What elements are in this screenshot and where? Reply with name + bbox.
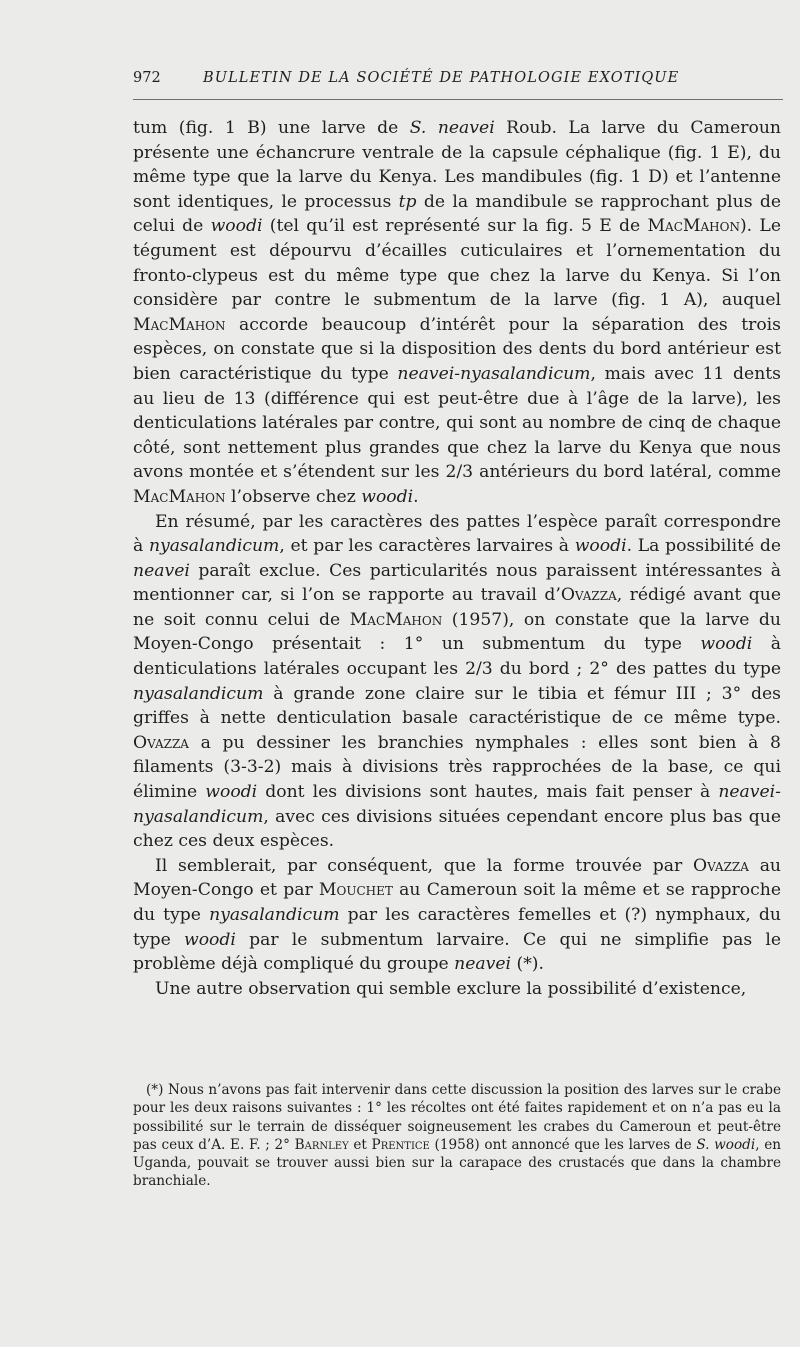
paragraph: Il semblerait, par conséquent, que la forme trouvée par Ovazza au Moyen-Congo et par Mouchet au Cameroun soit la même et se rapproche du type nyasalandicum par les caractères femelles et (?) nymphaux, du type woodi par le submentum larvaire. Ce qui ne simplifie pas le problème déjà compliqué du groupe neavei (*).	[133, 855, 782, 975]
author-name: MacMahon	[647, 216, 740, 237]
footnote-text: (*) Nous n’avons pas fait intervenir dans cette discussion la position des larves sur le crabe pour les deux raisons suivantes : 1° les récoltes ont été faites rapidement et on n’a pas eu la possibilité sur le terrain de disséquer soigneusement les crabes du Cameroun et peut-être pas ceux d’A. E. F. ; 2° Barnley et Prentice (1958) ont annoncé que les larves de S. woodi, en Uganda, pouvait se trouver aussi bien sur la carapace des crustacés que dans la chambre branchiale.	[133, 1082, 781, 1190]
author-name: Mouchet	[318, 880, 393, 901]
author-name: Barnley	[294, 1136, 349, 1153]
author-name: MacMahon	[349, 609, 443, 630]
author-name: Prentice	[371, 1136, 430, 1153]
paragraph: tum (fig. 1 B) une larve de S. neavei Roub. La larve du Cameroun présente une échancrure ventrale de la capsule céphalique (fig. 1 E), du même type que la larve du Kenya. Les mandibules (fig. 1 D) et l’antenne sont identiques, le processus tp de la mandibule se rapprochant plus de celui de woodi (tel qu’il est représenté sur la fig. 5 E de MacMahon). Le tégument est dépourvu d’écailles cuticulaires et l’ornementation du fronto-clypeus est du même type que chez la larve du Kenya. Si l’on considère par contre le submentum de la larve (fig. 1 A), auquel MacMahon accorde beaucoup d’intérêt pour la séparation des trois espèces, on constate que si la disposition des dents du bord antérieur est bien caractéristique du type neavei-nyasalandicum, mais avec 11 dents au lieu de 13 (différence qui est peut-être due à l’âge de la larve), les denticulations latérales par contre, qui sont au nombre de cinq de chaque côté, sont nettement plus grandes que chez la larve du Kenya que nous avons montée et s’étendent sur les 2/3 antérieurs du bord latéral, comme MacMahon l’observe chez woodi.	[133, 118, 781, 507]
header-rule	[133, 99, 783, 100]
italic-term: nyasalandicum	[133, 683, 264, 704]
italic-term: S. neavei	[409, 118, 495, 138]
italic-term: neavei-nyasalandicum	[133, 782, 781, 827]
italic-term: nyasalandicum	[209, 905, 340, 925]
page-header	[133, 70, 783, 94]
author-name: Ovazza	[560, 585, 617, 606]
footnote	[133, 1081, 781, 1191]
italic-term: woodi	[183, 929, 236, 950]
paragraph: En résumé, par les caractères des pattes l’espèce paraît correspondre à nyasalandicum, et par les caractères larvaires à woodi. La possibilité de neavei paraît exclue. Ces particularités nous paraissent intéressantes à mentionner car, si l’on se rapporte au travail d’Ovazza, rédigé avant que ne soit connu celui de MacMahon (1957), on constate que la larve du Moyen-Congo présentait : 1° un submentum du type woodi à denticulations latérales occupant les 2/3 du bord ; 2° des pattes du type nyasalandicum à grande zone claire sur le tibia et fémur III ; 3° des griffes à nette denticulation basale caractéristique de ce même type. Ovazza a pu dessiner les branchies nymphales : elles sont bien à 8 filaments (3-3-2) mais à divisions très rapprochées de la base, ce qui élimine woodi dont les divisions sont hautes, mais fait penser à neavei-nyasalandicum, avec ces divisions situées cependant encore plus bas que chez ces deux espèces.	[133, 511, 782, 852]
italic-term: S. woodi	[696, 1136, 756, 1153]
page-number: 972	[133, 70, 161, 86]
italic-term: nyasalandicum	[148, 536, 280, 557]
author-name: MacMahon	[133, 314, 226, 335]
body-text	[133, 116, 781, 1001]
italic-term: woodi	[205, 782, 258, 803]
italic-term: woodi	[210, 216, 263, 237]
italic-term: neavei	[454, 954, 512, 975]
italic-term: woodi	[700, 634, 753, 655]
italic-term: neavei-nyasalandicum	[397, 363, 591, 384]
author-name: MacMahon	[133, 486, 226, 507]
italic-term: woodi	[361, 486, 414, 507]
italic-term: woodi	[574, 536, 627, 557]
italic-term: neavei	[133, 560, 190, 581]
italic-term: tp	[398, 191, 417, 212]
author-name: Ovazza	[692, 855, 749, 876]
author-name: Ovazza	[133, 732, 189, 753]
running-title: BULLETIN DE LA SOCIÉTÉ DE PATHOLOGIE EXOTIQUE	[203, 70, 680, 86]
paragraph: Une autre observation qui semble exclure la possibilité d’existence,	[155, 978, 747, 999]
